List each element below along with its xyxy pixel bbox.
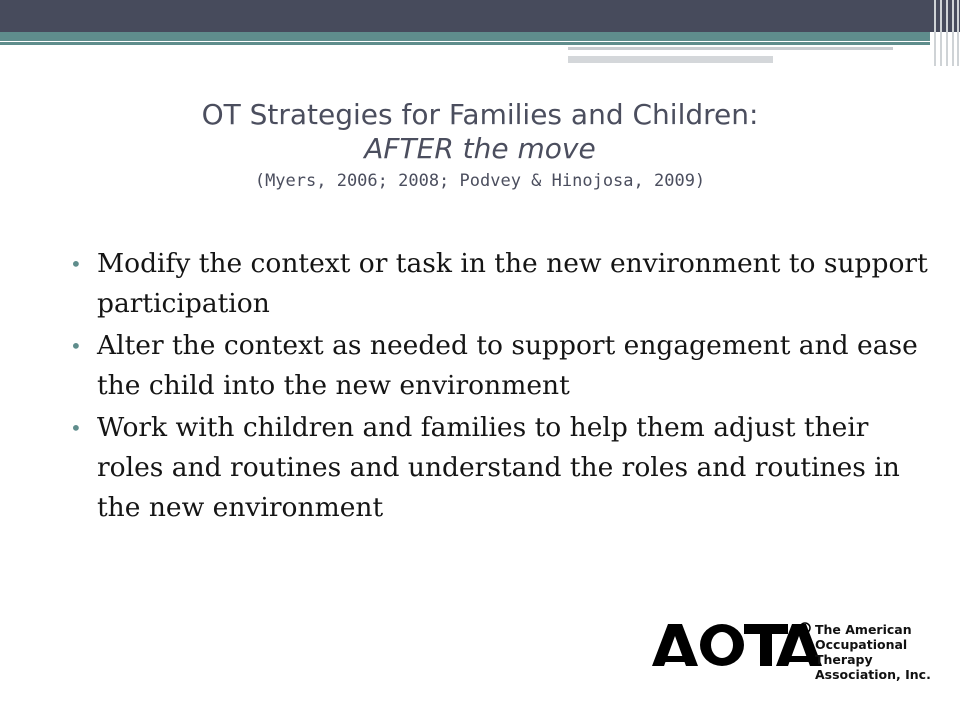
decor-vertical-lines xyxy=(930,0,960,66)
bullet-text: Alter the context as needed to support engagement and ease the child into the new environment xyxy=(97,330,918,401)
logo-line-1: The American xyxy=(815,622,912,637)
bullet-dot-icon: • xyxy=(70,252,82,276)
bullet-item xyxy=(70,408,940,528)
decor-bar xyxy=(568,56,773,63)
accent-stripe-thin xyxy=(0,42,930,45)
bullet-text: Modify the context or task in the new environment to support participation xyxy=(97,248,928,319)
decor-bar xyxy=(568,47,893,50)
header-bar xyxy=(0,0,960,32)
bullet-item xyxy=(70,244,940,324)
logo-org-name xyxy=(815,622,960,682)
svg-text:R: R xyxy=(802,625,808,633)
slide-title xyxy=(60,98,900,196)
logo-line-2: Occupational Therapy xyxy=(815,637,908,667)
bullet-dot-icon: • xyxy=(70,416,82,440)
title-line-1: OT Strategies for Families and Children: xyxy=(201,98,759,131)
title-line-2: AFTER the move xyxy=(364,132,596,165)
logo-line-3: Association, Inc. xyxy=(815,667,931,682)
citation: (Myers, 2006; 2008; Podvey & Hinojosa, 2009) xyxy=(254,171,706,191)
bullet-text: Work with children and families to help them adjust their roles and routines and understand the roles and routines in the new environment xyxy=(97,412,900,523)
accent-stripe xyxy=(0,32,930,41)
bullet-list xyxy=(70,244,940,530)
bullet-dot-icon: • xyxy=(70,334,82,358)
bullet-item xyxy=(70,326,940,406)
